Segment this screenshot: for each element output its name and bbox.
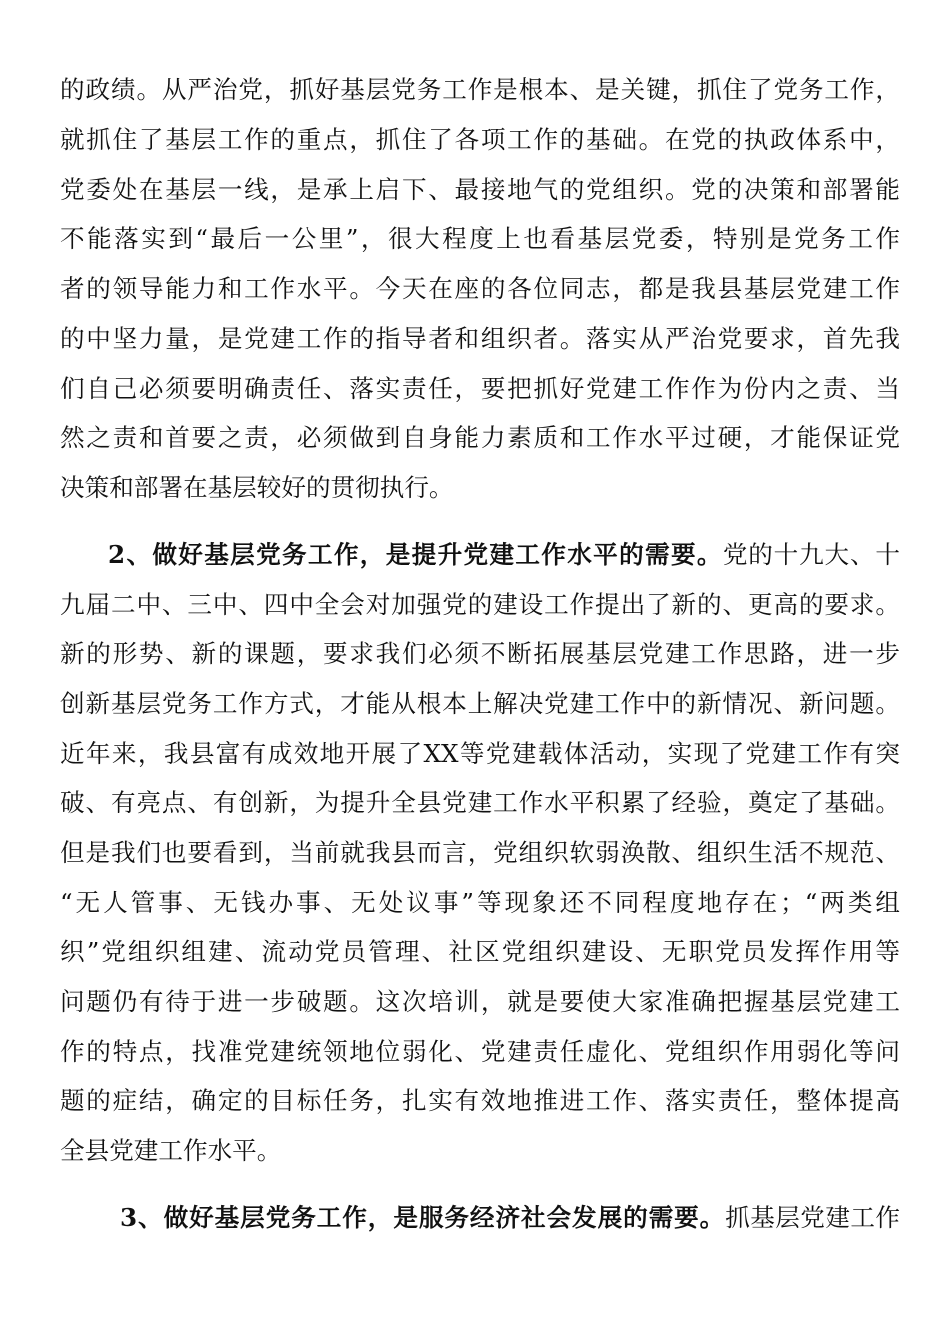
paragraph-2-line-13: 全县党建工作水平。: [60, 1136, 282, 1165]
paragraph-2-line-11: 作的特点，找准党建统领地位弱化、党建责任虚化、党组织作用弱化等问: [60, 1037, 900, 1066]
paragraph-3-first-line: [120, 1198, 900, 1238]
paragraph-2-line-3: 新的形势、新的课题，要求我们必须不断拓展基层党建工作思路，进一步: [60, 639, 900, 668]
paragraph-2-line-2: 九届二中、三中、四中全会对加强党的建设工作提出了新的、更高的要求。: [60, 590, 900, 619]
paragraph-2-line-8: “无人管事、无钱办事、无处议事”等现象还不同程度地存在；“两类组: [60, 888, 900, 917]
paragraph-1-line-4: 不能落实到“最后一公里”，很大程度上也看基层党委，特别是党务工作: [60, 224, 900, 253]
paragraph-1-line-2: 就抓住了基层工作的重点，抓住了各项工作的基础。在党的执政体系中，: [60, 125, 900, 154]
paragraph-2-heading: 2、做好基层党务工作，是提升党建工作水平的需要。: [108, 540, 723, 569]
paragraph-3-heading: 3、做好基层党务工作，是服务经济社会发展的需要。: [120, 1203, 726, 1232]
paragraph-1-line-8: 然之责和首要之责，必须做到自身能力素质和工作水平过硬，才能保证党: [60, 423, 900, 452]
paragraph-1-line-7: 们自己必须要明确责任、落实责任，要把抓好党建工作作为份内之责、当: [60, 374, 900, 403]
paragraph-3-first-line-text: 抓基层党建工作: [725, 1203, 900, 1232]
paragraph-1-line-1: 的政绩。从严治党，抓好基层党务工作是根本、是关键，抓住了党务工作，: [60, 75, 900, 104]
paragraph-2-line-10: 问题仍有待于进一步破题。这次培训，就是要使大家准确把握基层党建工: [60, 987, 900, 1016]
paragraph-2-line-12: 题的症结，确定的目标任务，扎实有效地推进工作、落实责任，整体提高: [60, 1086, 900, 1115]
paragraph-2-line-6: 破、有亮点、有创新，为提升全县党建工作水平积累了经验，奠定了基础。: [60, 788, 900, 817]
paragraph-1-line-3: 党委处在基层一线，是承上启下、最接地气的党组织。党的决策和部署能: [60, 175, 900, 204]
paragraph-2-line-7: 但是我们也要看到，当前就我县而言，党组织软弱涣散、组织生活不规范、: [60, 838, 900, 867]
paragraph-2-line-9: 织”党组织组建、流动党员管理、社区党组织建设、无职党员发挥作用等: [60, 937, 900, 966]
paragraph-1-line-5: 者的领导能力和工作水平。今天在座的各位同志，都是我县基层党建工作: [60, 274, 900, 303]
paragraph-2-line-4: 创新基层党务工作方式，才能从根本上解决党建工作中的新情况、新问题。: [60, 689, 900, 718]
paragraph-1-line-9: 决策和部署在基层较好的贯彻执行。: [60, 473, 454, 502]
paragraph-2-first-line-text: 党的十九大、十: [722, 540, 900, 569]
paragraph-2-line-5: 近年来，我县富有成效地开展了XX等党建载体活动，实现了党建工作有突: [60, 739, 900, 768]
paragraph-2-first-line: [108, 535, 900, 575]
paragraph-1-line-6: 的中坚力量，是党建工作的指导者和组织者。落实从严治党要求，首先我: [60, 324, 900, 353]
